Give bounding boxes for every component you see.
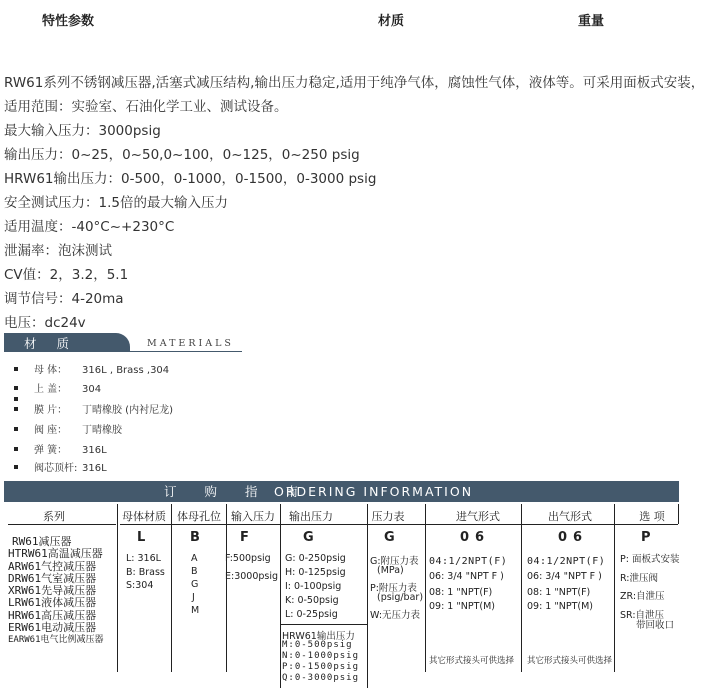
spec-line: 泄漏率：泡沫测试: [4, 243, 112, 259]
list-item: 06: 3/4 "NPT F ): [527, 571, 602, 582]
code-port: B: [190, 530, 200, 545]
spec-line: HRW61输出压力：0-500，0-1000，0-1500，0-3000 psig: [4, 171, 377, 187]
material-item: 阀 座： 丁晴橡胶: [14, 421, 122, 436]
list-item: R:泄压阀: [620, 573, 659, 584]
spec-line: CV值：2，3.2，5.1: [4, 267, 129, 283]
material-item: 母 体： 316L , Brass ,304: [14, 361, 169, 376]
col-header-options: 选 项: [639, 510, 665, 523]
list-item: N:0-1000psig: [282, 651, 360, 661]
code-gauge: G: [384, 530, 395, 545]
list-item: F:500psig: [225, 553, 271, 564]
list-item: B: Brass: [126, 567, 165, 578]
list-item: G:附压力表: [370, 556, 419, 567]
bullet-icon: [14, 386, 18, 390]
list-item: 08: 1 "NPT(F): [429, 587, 493, 598]
list-item: G: 0-250psig: [285, 553, 346, 564]
code-body-material: L: [137, 530, 146, 545]
code-output-pressure: G: [303, 530, 314, 545]
header-spec: 特性参数: [42, 14, 95, 29]
spec-line: 适用范围：实验室、石油化学工业、测试设备。: [4, 99, 288, 115]
list-item: (psig/bar): [377, 592, 424, 603]
col-header-body-material: 母体材质: [122, 510, 166, 523]
materials-title-zh: 材 质: [24, 336, 77, 351]
spec-line: 最大输入压力：3000psig: [4, 123, 161, 139]
list-item: 08: 1 "NPT(F): [527, 587, 591, 598]
materials-title-en: MATERIALS: [147, 338, 234, 349]
list-item: E:3000psig: [225, 571, 279, 582]
list-item: 09: 1 "NPT(M): [527, 601, 593, 612]
hrw-output-title: HRW61输出压力: [282, 631, 355, 642]
spec-line: 输出压力：0~25，0~50,0~100，0~125，0~250 psig: [4, 147, 360, 163]
divider: [678, 504, 679, 524]
list-item: P:附压力表: [370, 583, 417, 594]
list-item: M:0-500psig: [282, 640, 353, 650]
header-material: 材质: [378, 14, 405, 29]
list-item: DRW61气室减压器: [8, 571, 97, 585]
divider: [8, 524, 116, 525]
divider: [281, 624, 367, 625]
spec-line: 电压：dc24v: [4, 315, 86, 331]
list-item: ERW61电动减压器: [8, 621, 97, 635]
spec-line: 调节信号：4-20ma: [4, 291, 124, 307]
inlet-note: 其它形式接头可供选择: [429, 656, 515, 666]
list-item: ZR:自泄压: [620, 591, 665, 602]
list-item: RW61减压器: [12, 535, 72, 548]
divider: [120, 524, 678, 525]
list-item: J: [192, 592, 195, 603]
list-item: 09: 1 "NPT(M): [429, 601, 495, 612]
col-header-port: 体母孔位: [177, 510, 221, 523]
list-item: H: 0-125psig: [285, 567, 346, 578]
list-item: XRW61先导减压器: [8, 584, 97, 598]
material-item: 阀芯顶杆: 316L: [14, 459, 107, 474]
bullet-icon: [14, 427, 18, 431]
col-header-outlet: 出气形式: [548, 510, 592, 523]
list-item: HTRW61高温减压器: [8, 547, 103, 561]
material-item: 膜 片： 丁晴橡胶 (内衬尼龙): [14, 401, 173, 416]
list-item: HRW61高压减压器: [8, 608, 97, 622]
material-item: 上 盖： 304: [14, 380, 101, 395]
list-item: M: [191, 605, 200, 616]
divider: [367, 504, 368, 688]
list-item: ARW61气控减压器: [8, 559, 97, 573]
materials-tab: [4, 333, 130, 352]
header-weight: 重量: [578, 14, 605, 29]
materials-divider: [4, 351, 242, 352]
ordering-title-zh: 订 购 指 南: [164, 484, 310, 499]
code-options: P: [641, 530, 651, 545]
list-item: L: 316L: [126, 553, 161, 564]
divider: [117, 504, 118, 672]
list-item: P: 面板式安装: [620, 554, 680, 565]
ordering-title-en: ORDERING INFORMATION: [274, 484, 474, 499]
list-item: K: 0-50psig: [285, 595, 339, 606]
list-item: S:304: [126, 580, 154, 591]
code-outlet: 06: [558, 530, 589, 545]
list-item: LRW61液体减压器: [8, 596, 97, 610]
code-inlet: 06: [460, 530, 491, 545]
list-item: P:0-1500psig: [282, 662, 360, 672]
list-item: 04:1/2NPT(F): [527, 556, 606, 567]
list-item: (MPa): [377, 565, 404, 576]
series-list: [8, 536, 104, 647]
divider: [171, 504, 172, 672]
outlet-note: 其它形式接头可供选择: [527, 656, 613, 666]
bullet-icon: [14, 447, 18, 451]
spec-line: RW61系列不锈钢减压器,活塞式减压结构,输出压力稳定,适用于纯净气体，腐蚀性气体，液体等。可采用面板式安装，: [4, 75, 705, 91]
divider: [226, 504, 227, 672]
divider: [614, 504, 615, 672]
list-item: 04:1/2NPT(F): [429, 556, 508, 567]
col-header-series: 系列: [43, 510, 65, 523]
list-item: EARW61电气比例减压器: [8, 635, 104, 646]
divider: [280, 504, 281, 688]
list-item: G: [191, 579, 199, 590]
divider: [425, 504, 426, 672]
col-header-input-pressure: 输入压力: [231, 510, 275, 523]
list-item: I: 0-100psig: [285, 581, 342, 592]
ordering-header: [4, 481, 679, 502]
list-item: A: [191, 553, 198, 564]
list-item: B: [191, 566, 198, 577]
list-item: SR:自泄压: [620, 610, 665, 621]
materials-header: [4, 333, 242, 352]
bullet-icon: [14, 407, 18, 411]
bullet-icon: [14, 465, 18, 469]
divider: [521, 504, 522, 672]
list-item: Q:0-3000psig: [282, 673, 360, 683]
col-header-inlet: 进气形式: [456, 510, 500, 523]
list-item: W:无压力表: [370, 610, 421, 621]
col-header-gauge: 压力表: [371, 510, 405, 523]
col-header-output-pressure: 输出压力: [289, 510, 333, 523]
bullet-icon: [14, 367, 18, 371]
list-item: 06: 3/4 "NPT F ): [429, 571, 504, 582]
spec-line: 安全测试压力：1.5倍的最大输入压力: [4, 195, 228, 211]
list-item: 带回收口: [636, 620, 675, 631]
material-item: 弹 簧： 316L: [14, 441, 107, 456]
list-item: L: 0-25psig: [285, 609, 338, 620]
code-input-pressure: F: [240, 530, 249, 545]
spec-line: 适用温度：-40°C~+230°C: [4, 219, 175, 235]
